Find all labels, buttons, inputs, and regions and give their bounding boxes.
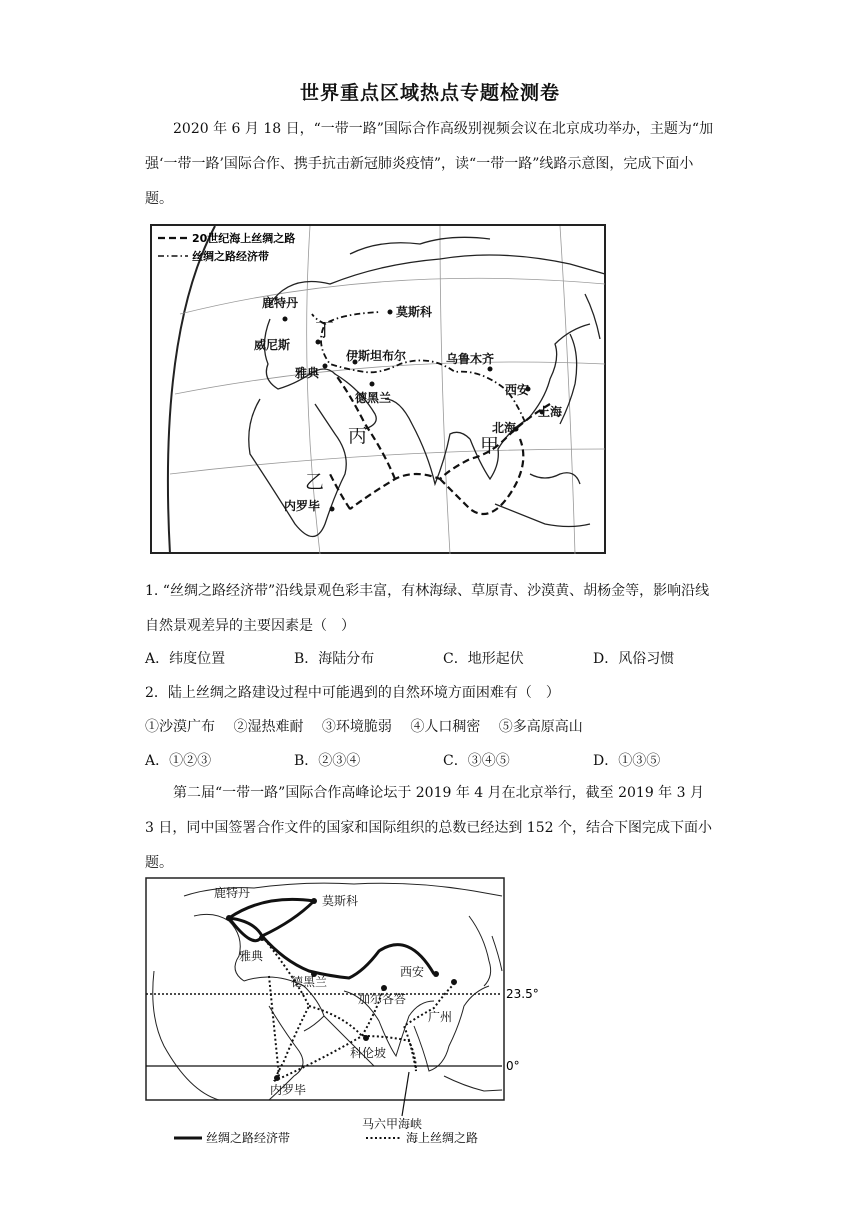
q1-option-b[interactable]: B．海陆分布 [294, 651, 375, 667]
label-malacca-strait: 马六甲海峡 [362, 1117, 423, 1131]
q1-option-a[interactable]: A．纬度位置 [145, 651, 226, 667]
label-bing: 丙 [348, 425, 368, 447]
label-jia: 甲 [480, 435, 500, 457]
question-2-items: ①沙漠广布 ②湿热难耐 ③环境脆弱 ④人口稠密 ⑤多高原高山 [145, 719, 583, 735]
question-2-stem: 2．陆上丝绸之路建设过程中可能遇到的自然环境方面困难有（ ） [145, 685, 560, 701]
belt-and-road-map-2 [144, 876, 544, 1146]
label-athens: 雅典 [295, 366, 320, 380]
q1-option-c[interactable]: C．地形起伏 [443, 651, 524, 667]
label-moscow: 莫斯科 [322, 894, 359, 908]
label-xian: 西安 [505, 383, 530, 397]
legend-label-belt: 丝绸之路经济带 [192, 250, 269, 263]
legend-label-maritime: 海上丝绸之路 [406, 1131, 479, 1145]
label-rotterdam: 鹿特丹 [262, 296, 299, 310]
label-rotterdam: 鹿特丹 [214, 886, 251, 900]
q2-option-b[interactable]: B．②③④ [294, 753, 361, 769]
label-nairobi: 内罗毕 [284, 499, 321, 513]
legend-label-belt: 丝绸之路经济带 [206, 1131, 291, 1145]
question-1-stem: 1. “丝绸之路经济带”沿线景观色彩丰富，有林海绿、草原青、沙漠黄、胡杨金等，影响沿线自然景观差异的主要因素是（ ） [145, 583, 710, 634]
belt-and-road-map-1 [150, 224, 606, 554]
label-equator: 0° [506, 1059, 520, 1073]
intro-paragraph-1: 2020 年 6 月 18 日，“一带一路”国际合作高级别视频会议在北京成功举办，主题为“加强‘一带一路’国际合作、携手抗击新冠肺炎疫情”，读“一带一路”线路示意图，完成下面小题。 [145, 121, 714, 207]
label-kolkata: 加尔各答 [358, 992, 407, 1006]
label-tehran: 德黑兰 [291, 975, 328, 989]
page-title: 世界重点区域热点专题检测卷 [299, 82, 560, 104]
label-nairobi: 内罗毕 [270, 1083, 307, 1097]
label-beihai: 北海 [492, 421, 517, 435]
q1-option-d[interactable]: D．风俗习惯 [593, 651, 675, 667]
label-athens: 雅典 [239, 949, 264, 963]
intro-paragraph-2: 第二届“一带一路”国际合作高峰论坛于 2019 年 4 月在北京举行，截至 2019 年 3 月 3 日，同中国签署合作文件的国家和国际组织的总数已经达到 152 个，结合下图完成下面小题。 [145, 785, 712, 871]
label-istanbul: 伊斯坦布尔 [346, 349, 407, 363]
label-ding: 丁 [315, 319, 335, 341]
map2-legend [174, 1130, 478, 1145]
q2-option-d[interactable]: D．①③⑤ [593, 753, 661, 769]
q2-option-a[interactable]: A．①②③ [145, 753, 212, 769]
label-shanghai: 上海 [538, 405, 563, 419]
label-venice: 威尼斯 [254, 338, 291, 352]
label-moscow: 莫斯科 [396, 305, 433, 319]
label-xian: 西安 [400, 965, 425, 979]
label-tehran: 德黑兰 [355, 391, 392, 405]
label-yi: 乙 [305, 471, 325, 493]
legend-label-maritime: 20世纪海上丝绸之路 [192, 232, 296, 245]
label-urumqi: 乌鲁木齐 [446, 352, 495, 366]
q2-option-c[interactable]: C．③④⑤ [443, 753, 510, 769]
label-colombo: 科伦坡 [350, 1046, 387, 1060]
label-tropic-of-cancer: 23.5° [506, 987, 539, 1001]
label-guangzhou: 广州 [428, 1010, 453, 1024]
